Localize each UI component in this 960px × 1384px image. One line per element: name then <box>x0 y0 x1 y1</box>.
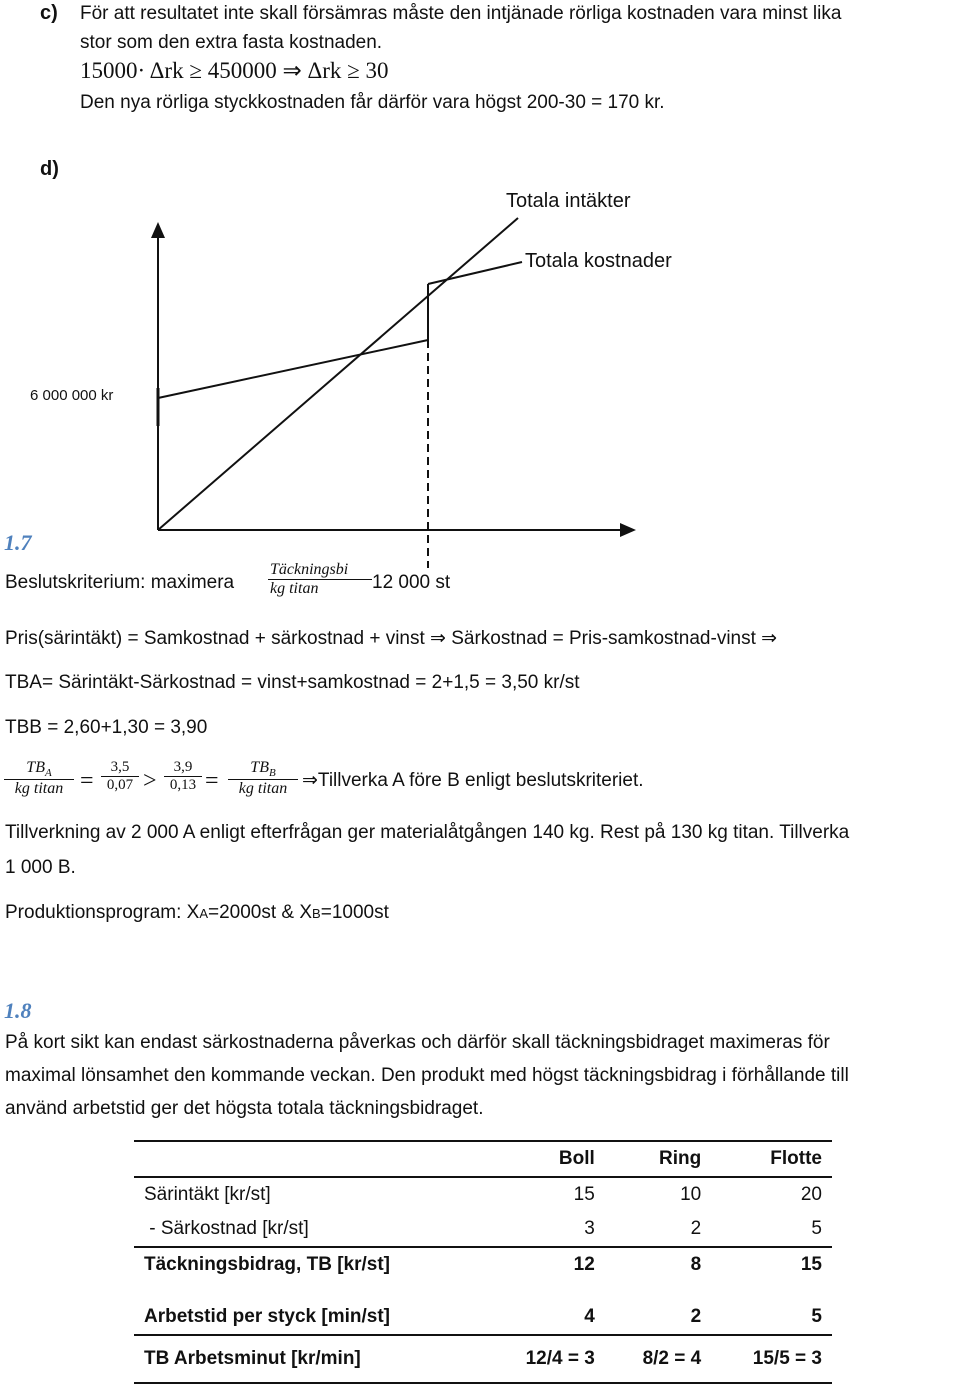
eq-fraction-b-values <box>164 759 202 794</box>
table-header-cell: Boll <box>484 1141 605 1177</box>
production-program: Produktionsprogram: XA=2000st & XB=1000st <box>5 902 389 923</box>
table-row <box>134 1177 832 1212</box>
criterion-fraction <box>268 561 372 598</box>
section-1-8-line-1: På kort sikt kan endast särkostnaderna påverkas och därför skall täckningsbidraget maximeras för <box>5 1032 830 1053</box>
eq-fraction-a-values <box>101 759 139 794</box>
table-cell: 12 <box>484 1247 605 1282</box>
table-cell: 5 <box>811 1218 822 1239</box>
part-c-line-3: Den nya rörliga styckkostnaden får därför vara högst 200-30 = 170 kr. <box>80 92 665 113</box>
part-c-label: c) <box>40 2 58 24</box>
table-cell: - Särkostnad [kr/st] <box>144 1218 309 1239</box>
eq-fraction-tb-a <box>4 759 74 798</box>
contribution-table <box>134 1140 832 1384</box>
cost-line-upper <box>428 262 522 284</box>
criterion-suffix: 12 000 st <box>372 572 451 593</box>
eq-a-value-numerator: 3,5 <box>101 759 139 777</box>
table-cell: 2 <box>690 1218 702 1239</box>
section-1-7-line-4a: Tillverkning av 2 000 A enligt efterfrågan ger materialåtgången 140 kg. Rest på 130 kg titan. Tillverka <box>5 822 850 843</box>
part-c-line-1: För att resultatet inte skall försämras måste den intjänade rörliga kostnaden vara minst lika <box>80 3 842 24</box>
table-cell: Täckningsbidrag, TB [kr/st] <box>134 1247 484 1282</box>
section-1-8-heading: 1.8 <box>4 998 32 1023</box>
section-1-7-line-2: TBA= Särintäkt-Särkostnad = vinst+samkostnad = 2+1,5 = 3,50 kr/st <box>5 672 580 693</box>
table-cell: 15/5 = 3 <box>711 1335 832 1383</box>
break-even-diagram <box>0 0 960 600</box>
table-cell: 8/2 = 4 <box>605 1335 711 1383</box>
eq-tb-a-denominator: kg titan <box>14 780 64 798</box>
section-1-7-line-4b: 1 000 B. <box>5 857 76 878</box>
table-cell: 4 <box>584 1306 595 1327</box>
eq-conclusion: ⇒Tillverka A före B enligt beslutskriteriet. <box>302 770 644 791</box>
table-row <box>134 1212 832 1247</box>
y-value-label: 6 000 000 kr <box>30 387 114 404</box>
table-row <box>134 1335 832 1383</box>
table-row <box>134 1247 832 1282</box>
criterion-fraction-numerator: Täckningsbi <box>268 561 372 580</box>
eq-fraction-tb-b <box>228 759 298 798</box>
table-cell: 2 <box>690 1306 702 1327</box>
table-cell: 5 <box>811 1306 822 1327</box>
section-1-7-line-1: Pris(särintäkt) = Samkostnad + särkostnad + vinst ⇒ Särkostnad = Pris-samkostnad-vinst ⇒ <box>5 628 778 649</box>
table-cell: 12/4 = 3 <box>484 1335 605 1383</box>
part-c-formula: 15000· Δrk ≥ 450000 ⇒ Δrk ≥ 30 <box>80 58 389 83</box>
table-cell: 15 <box>573 1184 595 1205</box>
table-cell: 15 <box>711 1247 832 1282</box>
section-1-8-line-3: använd arbetstid ger det högsta totala täckningsbidraget. <box>5 1098 484 1119</box>
eq-equals-1: = <box>80 768 94 794</box>
table-cell: 10 <box>680 1184 702 1205</box>
table-cell: 8 <box>605 1247 711 1282</box>
eq-tb-b-denominator: kg titan <box>238 780 288 798</box>
table-cell: 3 <box>584 1218 595 1239</box>
eq-tb-b-numerator: $TB_B$ <box>228 759 298 780</box>
section-1-7-line-3: TBB = 2,60+1,30 = 3,90 <box>5 717 208 738</box>
y-axis-arrow <box>151 222 165 238</box>
table-cell: 20 <box>800 1184 822 1205</box>
revenue-label: Totala intäkter <box>506 190 631 212</box>
eq-b-value-numerator: 3,9 <box>164 759 202 777</box>
eq-b-value-denominator: 0,13 <box>169 777 197 793</box>
criterion-fraction-denominator: kg titan <box>270 580 319 597</box>
table-header-cell: Ring <box>605 1141 711 1177</box>
cost-label: Totala kostnader <box>525 250 672 272</box>
table-cell: Särintäkt [kr/st] <box>144 1184 271 1205</box>
table-header-cell: Flotte <box>711 1141 832 1177</box>
table-header-row <box>134 1141 832 1177</box>
revenue-line <box>158 218 518 530</box>
eq-equals-2: = <box>205 768 219 794</box>
eq-a-value-denominator: 0,07 <box>106 777 134 793</box>
table-cell: TB Arbetsminut [kr/min] <box>134 1335 484 1383</box>
section-1-8-line-2: maximal lönsamhet den kommande veckan. Den produkt med högst täckningsbidrag i förhållande till <box>5 1065 849 1086</box>
section-1-7-heading: 1.7 <box>4 530 32 555</box>
criterion-prefix: Beslutskriterium: maximera <box>5 572 235 593</box>
x-axis-arrow <box>620 523 636 537</box>
table-cell: Arbetstid per styck [min/st] <box>144 1306 390 1327</box>
cost-line-lower <box>158 340 428 398</box>
table-row <box>134 1282 832 1335</box>
eq-tb-a-numerator: $TB_A$ <box>4 759 74 780</box>
table-header-cell <box>134 1141 484 1177</box>
part-d-label: d) <box>40 158 59 180</box>
part-c-line-2: stor som den extra fasta kostnaden. <box>80 32 383 53</box>
eq-greater-than: > <box>143 768 157 794</box>
